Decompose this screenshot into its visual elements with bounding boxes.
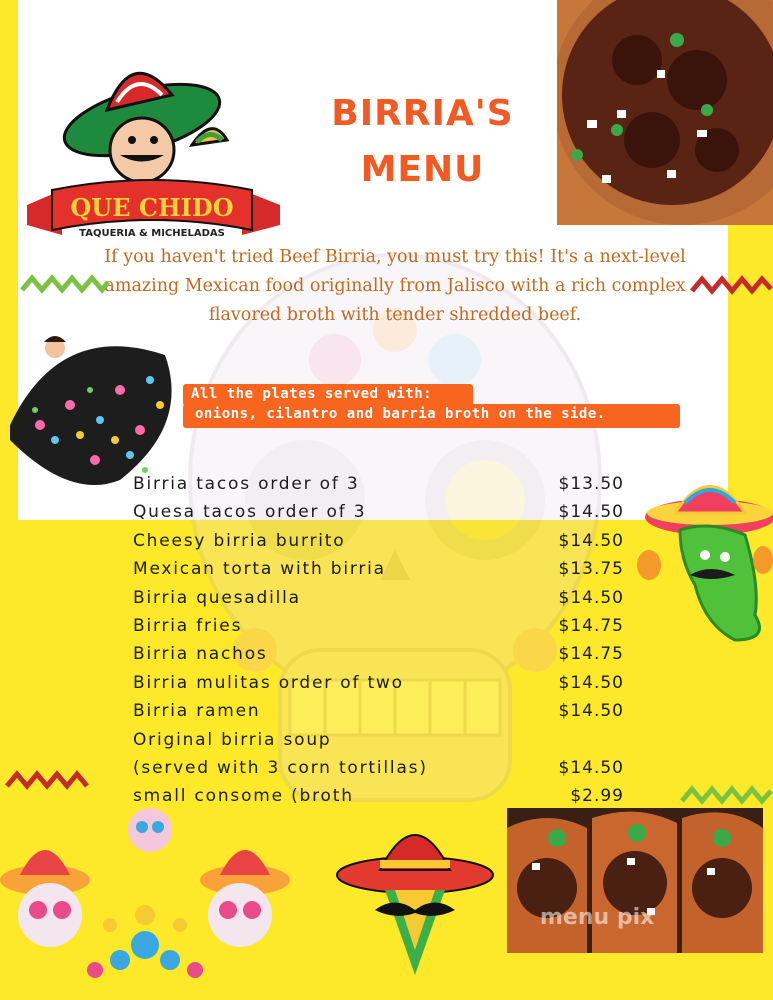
zigzag-red-right-decoration <box>690 273 773 297</box>
que-chido-logo <box>22 40 282 240</box>
menu-item: Birria nachos $14.75 <box>133 644 624 665</box>
tacos-photo <box>507 808 763 953</box>
menu-item: Original birria soup (served with 3 corn tortillas) $14.50 <box>133 729 624 778</box>
sombrero-mustache-icon <box>335 810 495 980</box>
folklorico-dancer-icon <box>0 330 185 490</box>
menu-item: Quesa tacos order of 3 $14.50 <box>133 502 624 523</box>
menu-item: Cheesy birria burrito $14.50 <box>133 530 624 551</box>
menu-list <box>133 470 628 811</box>
logo-tagline-text: TAQUERIA & MICHELADAS <box>79 228 225 239</box>
zigzag-red-left-decoration <box>5 768 90 792</box>
sugar-skulls-decoration-icon <box>0 805 290 995</box>
logo-name-text: QUE CHIDO <box>70 193 234 222</box>
title-line-2: MENU <box>360 149 485 190</box>
menu-item: Birria ramen $14.50 <box>133 701 624 722</box>
chili-pepper-mariachi-icon <box>635 465 773 655</box>
zigzag-green-right-decoration <box>680 783 773 807</box>
plates-line-2: onions, cilantro and barria broth on the side. <box>195 406 606 422</box>
plates-served-banner <box>183 384 680 428</box>
birria-bowl-photo <box>557 0 773 225</box>
menu-item: Birria tacos order of 3 $13.50 <box>133 474 624 494</box>
title-line-1: BIRRIA'S <box>331 93 514 134</box>
menu-item: Birria fries $14.75 <box>133 615 624 636</box>
menu-item: Birria mulitas order of two $14.50 <box>133 672 624 693</box>
menu-item: small consome (broth $2.99 <box>133 786 624 807</box>
menu-item: Birria quesadilla $14.50 <box>133 587 624 608</box>
intro-text: If you haven't tried Beef Birria, you must try this! It's a next-level amazing Mexican food originally from Jalisco with a rich complex flavored broth with tender shredded beef. <box>104 247 686 325</box>
zigzag-green-left-decoration <box>20 272 110 296</box>
menu-item: Mexican torta with birria $13.75 <box>133 559 624 580</box>
watermark-text: menu pix <box>540 905 655 930</box>
page-title <box>300 86 545 198</box>
plates-line-1: All the plates served with: <box>191 386 433 402</box>
